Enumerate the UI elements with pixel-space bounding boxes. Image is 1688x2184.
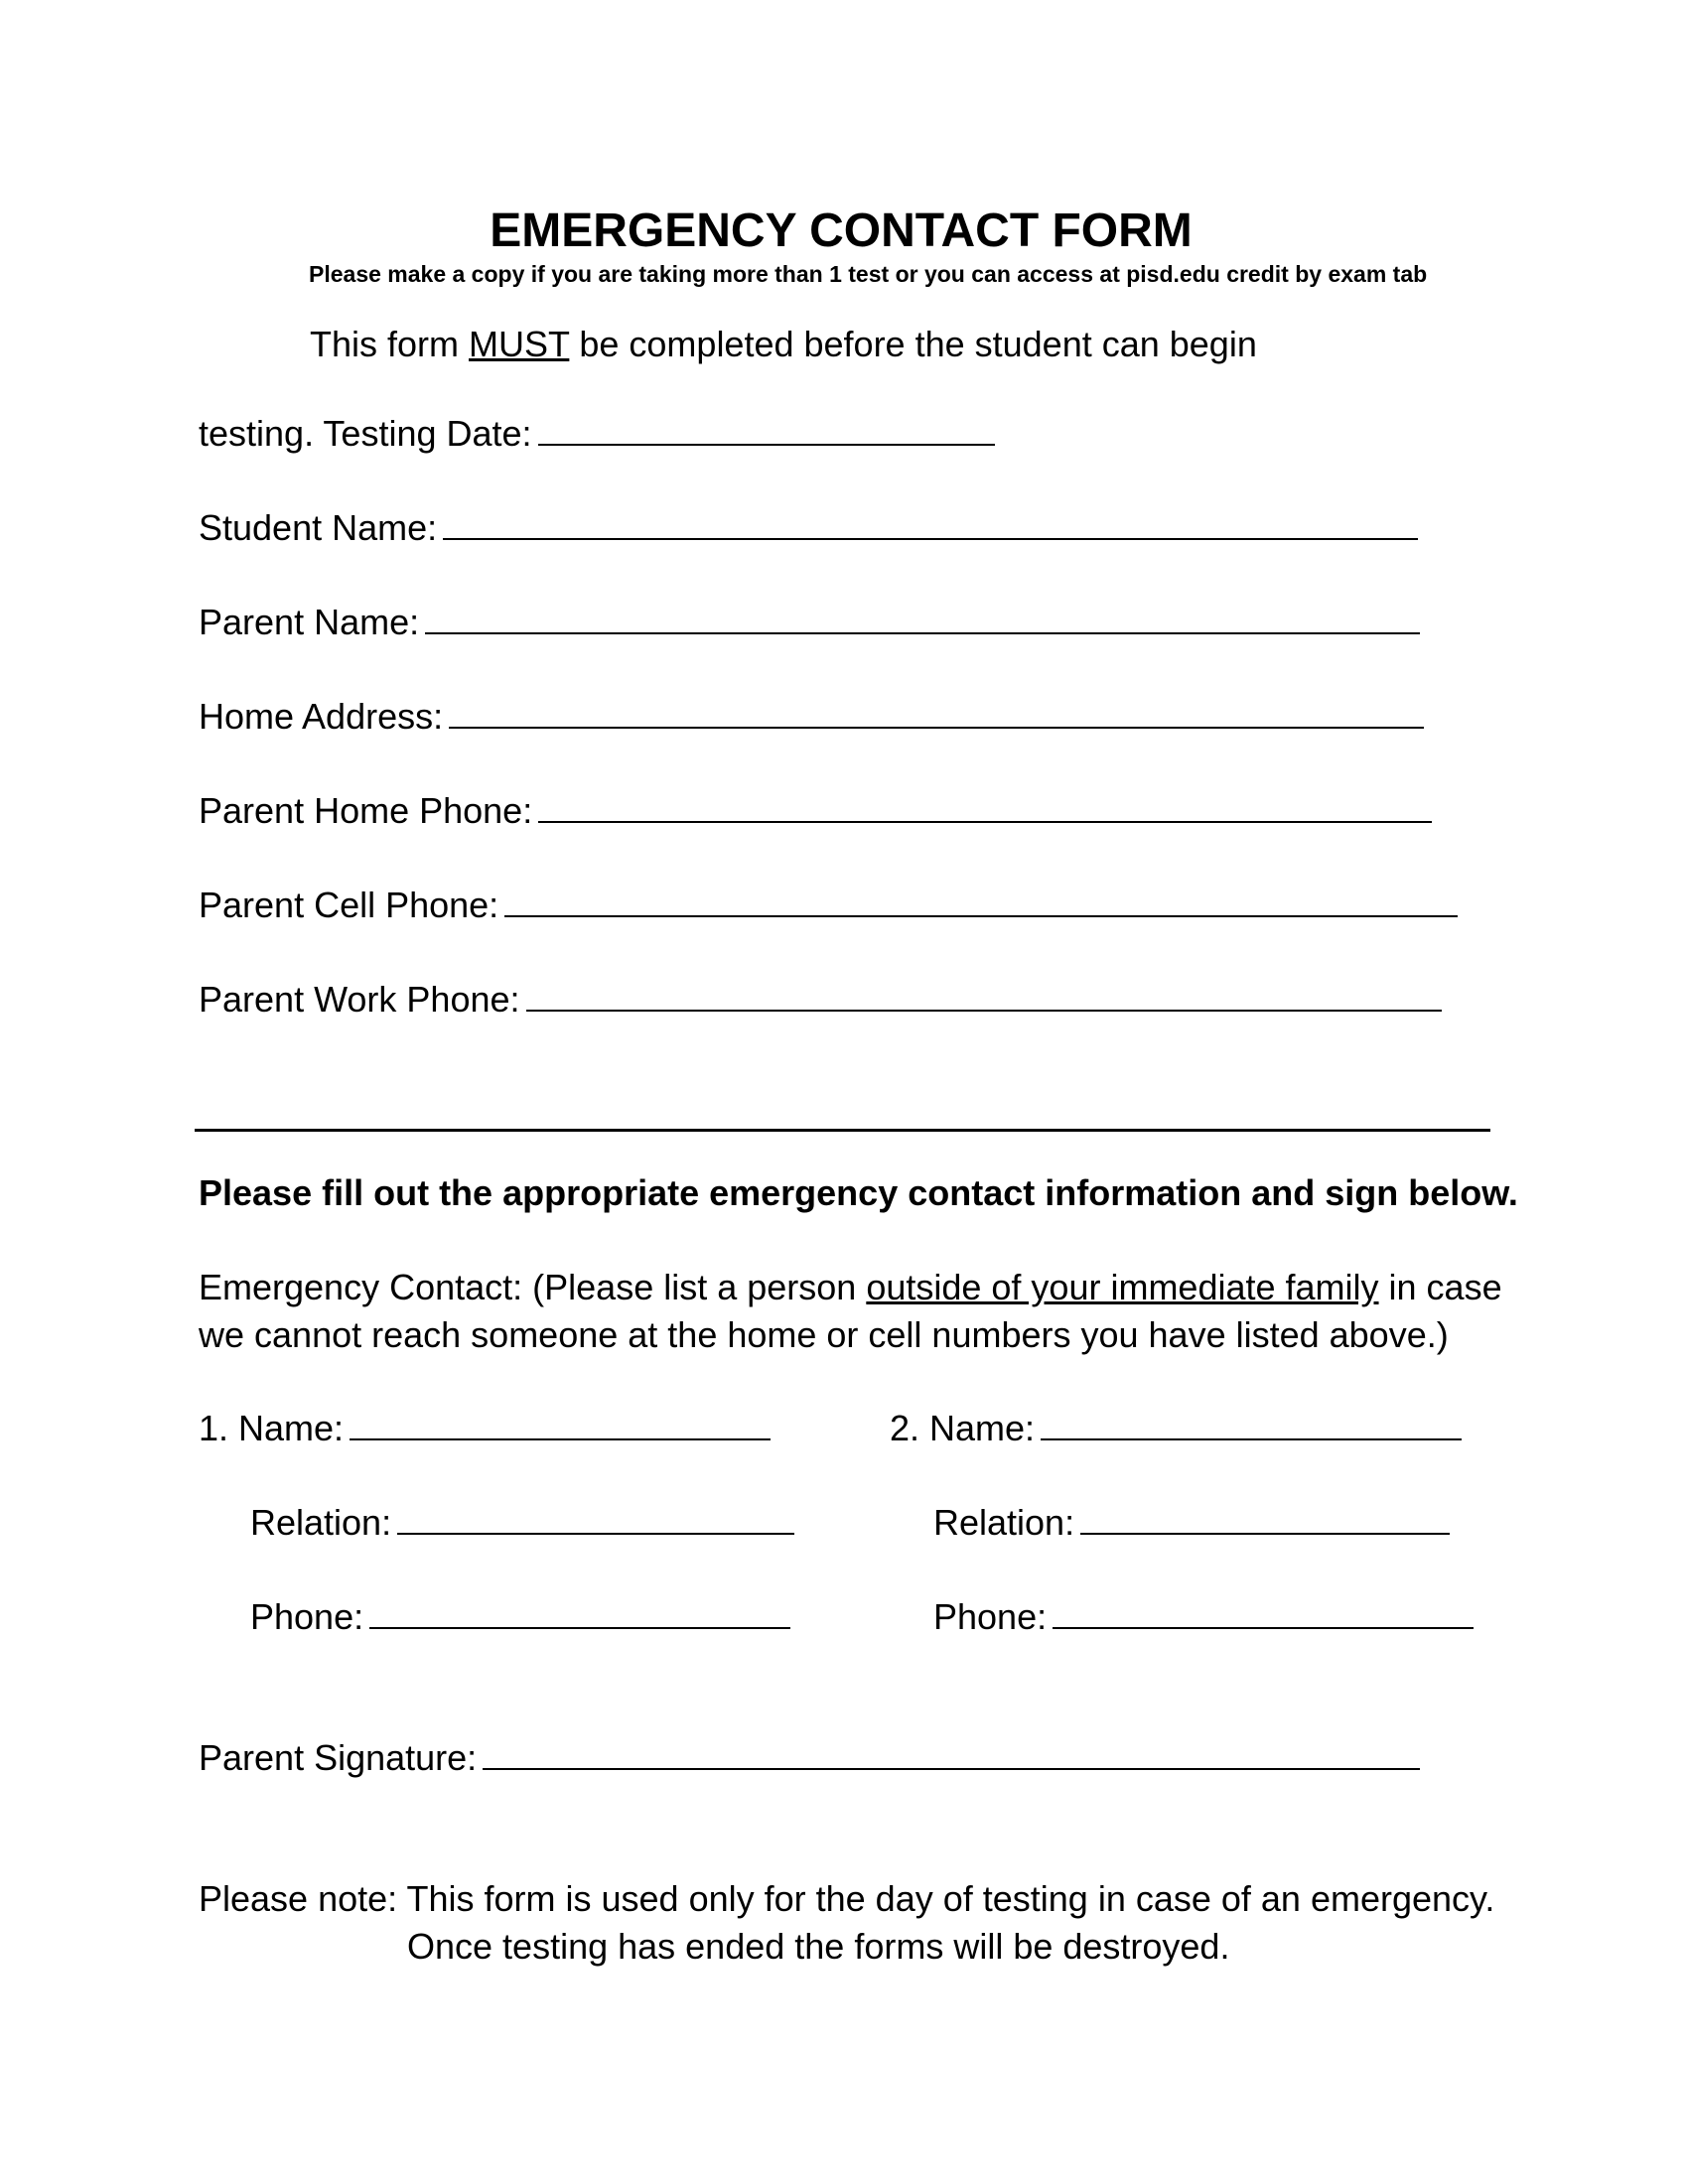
intro-emphasis: MUST: [469, 324, 570, 364]
parent-home-phone-label: Parent Home Phone:: [199, 790, 533, 831]
emergency-desc-underlined: outside of your immediate family: [866, 1267, 1379, 1307]
page-title: EMERGENCY CONTACT FORM: [490, 205, 1193, 257]
parent-name-field[interactable]: [425, 603, 1420, 634]
student-name-label: Student Name:: [199, 507, 438, 548]
contact2-name-field[interactable]: [1041, 1409, 1462, 1440]
contact1-relation-field[interactable]: [397, 1503, 794, 1535]
parent-cell-phone-field[interactable]: [504, 886, 1458, 917]
student-name-row: [199, 507, 1418, 549]
emergency-description-line-2: we cannot reach someone at the home or cell numbers you have listed above.): [199, 1314, 1449, 1355]
contact1-relation-label: Relation:: [250, 1502, 392, 1543]
home-address-label: Home Address:: [199, 696, 444, 737]
testing-date-label: testing. Testing Date:: [199, 413, 532, 454]
intro-text-pre: This form: [310, 324, 470, 364]
emergency-desc-pre: Emergency Contact: (Please list a person: [199, 1267, 867, 1307]
contact2-name-label: 2. Name:: [890, 1408, 1036, 1448]
testing-date-row: [199, 413, 995, 455]
testing-date-field[interactable]: [538, 414, 995, 446]
parent-name-row: [199, 602, 1420, 643]
parent-home-phone-field[interactable]: [538, 791, 1432, 823]
contact1-name-field[interactable]: [350, 1409, 771, 1440]
parent-work-phone-field[interactable]: [526, 980, 1442, 1012]
intro-line-1: [310, 324, 1257, 365]
contact2-relation-field[interactable]: [1080, 1503, 1450, 1535]
contact1-relation-row: [250, 1502, 794, 1544]
contact2-phone-label: Phone:: [933, 1596, 1048, 1637]
contact2-phone-field[interactable]: [1053, 1597, 1474, 1629]
home-address-field[interactable]: [449, 697, 1424, 729]
contact1-phone-label: Phone:: [250, 1596, 364, 1637]
parent-signature-row: [199, 1737, 1420, 1779]
parent-cell-phone-row: [199, 885, 1458, 926]
emergency-desc-post: in case: [1378, 1267, 1502, 1307]
emergency-heading: Please fill out the appropriate emergency contact information and sign below.: [199, 1172, 1518, 1213]
intro-text-post: be completed before the student can begin: [569, 324, 1257, 364]
parent-work-phone-label: Parent Work Phone:: [199, 979, 520, 1020]
contact1-phone-field[interactable]: [369, 1597, 790, 1629]
page-subtitle: Please make a copy if you are taking more than 1 test or you can access at pisd.edu credit by exam tab: [309, 261, 1428, 287]
parent-home-phone-row: [199, 790, 1432, 832]
contact1-name-row: [199, 1408, 771, 1449]
parent-signature-field[interactable]: [483, 1738, 1420, 1770]
contact2-relation-row: [933, 1502, 1450, 1544]
parent-work-phone-row: [199, 979, 1442, 1021]
parent-name-label: Parent Name:: [199, 602, 420, 642]
student-name-field[interactable]: [443, 508, 1418, 540]
note-line-1: Please note: This form is used only for the day of testing in case of an emergency.: [199, 1878, 1495, 1919]
note-line-2: Once testing has ended the forms will be destroyed.: [407, 1926, 1230, 1967]
home-address-row: [199, 696, 1424, 738]
contact2-name-row: [890, 1408, 1462, 1449]
parent-signature-label: Parent Signature:: [199, 1737, 478, 1778]
contact1-name-label: 1. Name:: [199, 1408, 345, 1448]
emergency-description-line-1: [199, 1267, 1502, 1308]
section-divider: [195, 1129, 1490, 1132]
contact2-phone-row: [933, 1596, 1474, 1638]
contact1-phone-row: [250, 1596, 790, 1638]
contact2-relation-label: Relation:: [933, 1502, 1075, 1543]
parent-cell-phone-label: Parent Cell Phone:: [199, 885, 499, 925]
